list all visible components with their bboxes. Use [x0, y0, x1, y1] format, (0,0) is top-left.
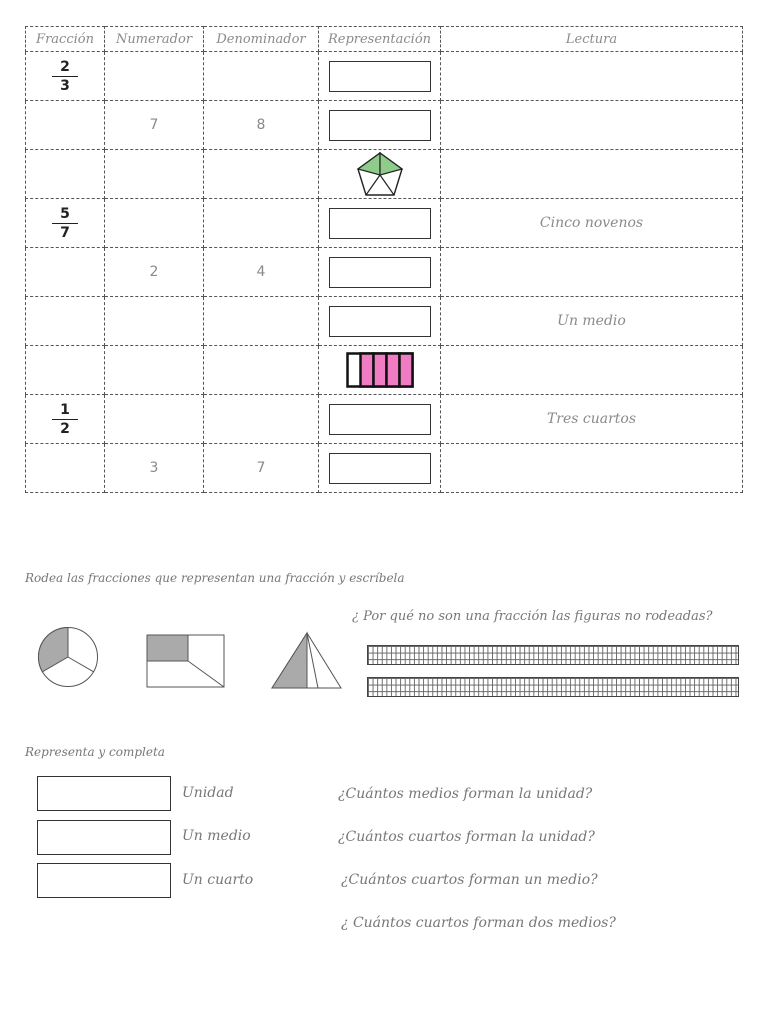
represent-instruction: Representa y completa [25, 745, 165, 759]
cell-numerador[interactable] [105, 199, 204, 248]
cell-lectura[interactable] [441, 52, 743, 101]
cell-representacion [319, 150, 441, 199]
cell-denominador[interactable] [204, 297, 319, 346]
fraction-value [52, 59, 78, 94]
un-cuarto-box[interactable] [37, 863, 171, 898]
question-cuartos-unidad: ¿Cuántos cuartos forman la unidad? [338, 829, 595, 845]
header-numerador: Numerador [105, 27, 204, 52]
un-cuarto-label: Un cuarto [182, 872, 254, 888]
fraction-value [52, 402, 78, 437]
cell-lectura[interactable] [441, 346, 743, 395]
representation-box[interactable] [329, 257, 431, 288]
fraction-value [52, 206, 78, 241]
representation-box[interactable] [329, 208, 431, 239]
un-medio-label: Un medio [182, 828, 251, 844]
cell-numerador[interactable]: 3 [105, 444, 204, 493]
table-row [26, 248, 743, 297]
header-fraccion: Fracción [26, 27, 105, 52]
representation-box[interactable] [329, 306, 431, 337]
circle-shape[interactable] [37, 626, 101, 690]
rectangle-shaded-part [147, 635, 188, 661]
table-row [26, 395, 743, 444]
cell-numerador[interactable] [105, 52, 204, 101]
fraction-numerator: 1 [60, 401, 70, 418]
writing-grid-2[interactable] [367, 677, 739, 697]
cell-numerador[interactable]: 7 [105, 101, 204, 150]
circle-instruction: Rodea las fracciones que representan una fracción y escríbela [25, 571, 405, 585]
table-row [26, 101, 743, 150]
cell-numerador[interactable]: 2 [105, 248, 204, 297]
cell-fraccion[interactable] [26, 346, 105, 395]
header-denominador: Denominador [204, 27, 319, 52]
table-row [26, 52, 743, 101]
cell-fraccion[interactable] [26, 297, 105, 346]
cell-lectura[interactable] [441, 248, 743, 297]
cell-denominador[interactable] [204, 150, 319, 199]
cell-denominador[interactable]: 4 [204, 248, 319, 297]
cell-representacion [319, 346, 441, 395]
header-representacion: Representación [319, 27, 441, 52]
writing-grid-1[interactable] [367, 645, 739, 665]
cell-lectura[interactable] [441, 444, 743, 493]
fraction-bar [52, 419, 78, 420]
cell-numerador[interactable] [105, 395, 204, 444]
cell-denominador[interactable] [204, 199, 319, 248]
cell-lectura[interactable]: Un medio [441, 297, 743, 346]
cell-lectura[interactable] [441, 150, 743, 199]
fraction-numerator: 5 [60, 205, 70, 222]
cell-lectura[interactable]: Cinco novenos [441, 199, 743, 248]
cell-denominador[interactable] [204, 346, 319, 395]
table-row [26, 346, 743, 395]
fraction-numerator: 2 [60, 58, 70, 75]
table-body [26, 52, 743, 493]
representation-box[interactable] [329, 453, 431, 484]
cell-lectura[interactable] [441, 101, 743, 150]
cell-fraccion[interactable] [26, 395, 105, 444]
cell-denominador[interactable] [204, 395, 319, 444]
fraction-bar [52, 76, 78, 77]
triangle-shaded-part [272, 633, 307, 688]
cell-representacion [319, 101, 441, 150]
cell-denominador[interactable]: 8 [204, 101, 319, 150]
fraction-denominator: 3 [60, 77, 70, 94]
unidad-box[interactable] [37, 776, 171, 811]
question-cuartos-dos-medios: ¿ Cuántos cuartos forman dos medios? [341, 915, 616, 931]
segmented-bar-icon [346, 352, 414, 388]
cell-denominador[interactable]: 7 [204, 444, 319, 493]
rectangle-shape[interactable] [146, 634, 226, 689]
cell-numerador[interactable] [105, 346, 204, 395]
representation-box[interactable] [329, 61, 431, 92]
cell-representacion [319, 248, 441, 297]
cell-lectura[interactable]: Tres cuartos [441, 395, 743, 444]
table-row [26, 199, 743, 248]
table-header-row [26, 27, 743, 52]
header-lectura: Lectura [441, 27, 743, 52]
triangle-shape[interactable] [271, 631, 343, 690]
table-row [26, 150, 743, 199]
cell-representacion [319, 199, 441, 248]
table-row [26, 444, 743, 493]
fraction-table [25, 26, 743, 493]
representation-box[interactable] [329, 110, 431, 141]
cell-fraccion[interactable] [26, 101, 105, 150]
cell-denominador[interactable] [204, 52, 319, 101]
fraction-denominator: 7 [60, 224, 70, 241]
cell-fraccion[interactable] [26, 444, 105, 493]
cell-fraccion[interactable] [26, 52, 105, 101]
cell-representacion [319, 444, 441, 493]
cell-representacion [319, 52, 441, 101]
representation-box[interactable] [329, 404, 431, 435]
unidad-label: Unidad [182, 785, 234, 801]
fraction-denominator: 2 [60, 420, 70, 437]
cell-fraccion[interactable] [26, 150, 105, 199]
un-medio-box[interactable] [37, 820, 171, 855]
question-medios-unidad: ¿Cuántos medios forman la unidad? [338, 786, 593, 802]
cell-fraccion[interactable] [26, 199, 105, 248]
cell-numerador[interactable] [105, 150, 204, 199]
fraction-bar [52, 223, 78, 224]
table-row [26, 297, 743, 346]
why-question: ¿ Por qué no son una fracción las figuras no rodeadas? [352, 609, 713, 624]
question-cuartos-medio: ¿Cuántos cuartos forman un medio? [341, 872, 598, 888]
cell-representacion [319, 395, 441, 444]
pentagon-icon [356, 151, 404, 197]
cell-representacion [319, 297, 441, 346]
cell-fraccion[interactable] [26, 248, 105, 297]
cell-numerador[interactable] [105, 297, 204, 346]
